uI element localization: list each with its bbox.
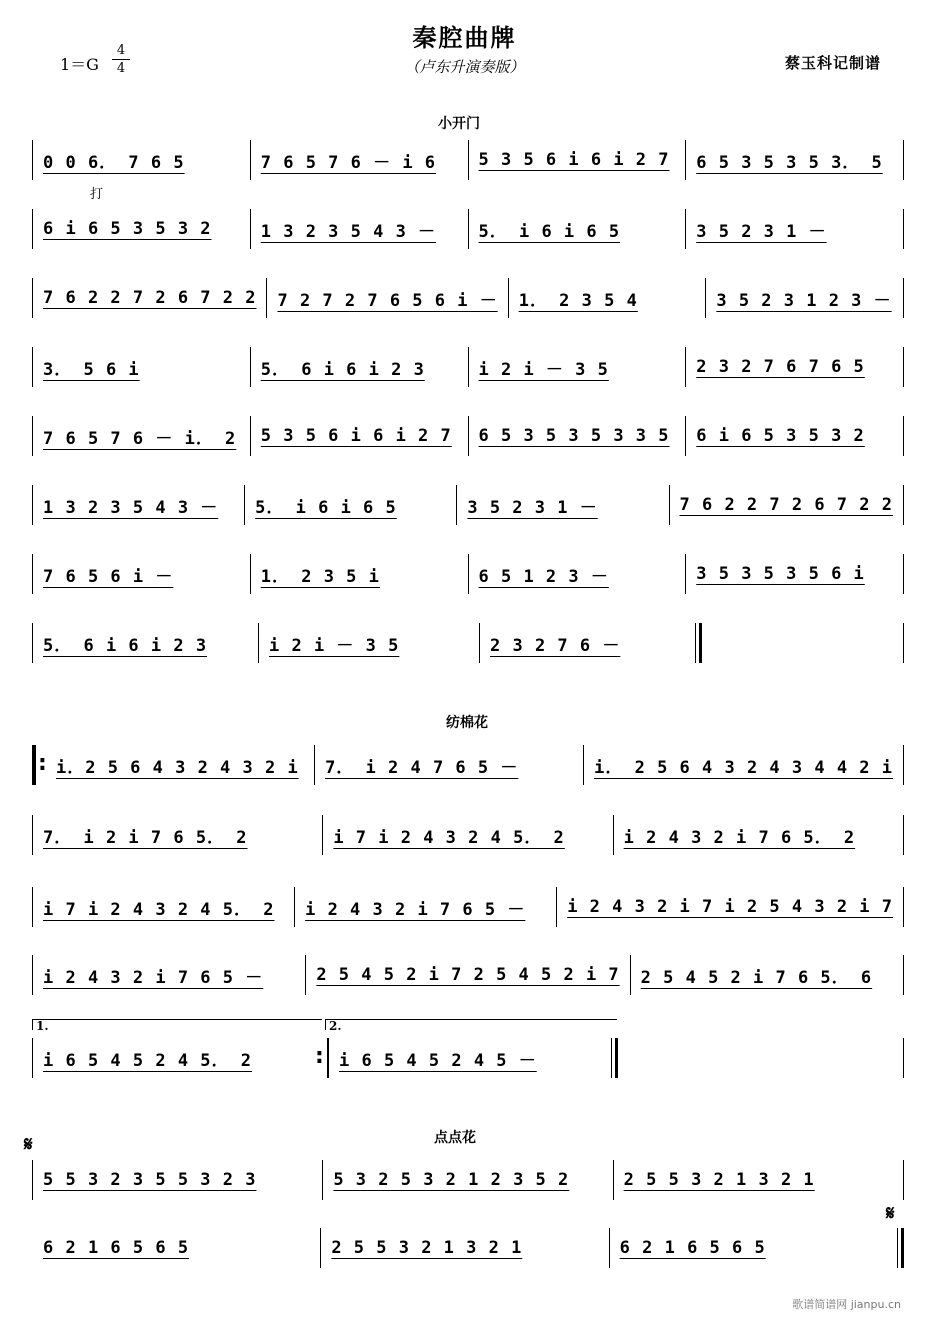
- measure: 2 5 5 3 2 1 3 2 1: [331, 1238, 523, 1258]
- key-signature: 1＝G: [60, 55, 99, 74]
- measure: 6 i 6 5 3 5 3 2: [43, 219, 212, 239]
- measure: i 2 4 3 2 i 7 6 5 －: [43, 967, 264, 988]
- measure: 7 6 5 7 6 － i． 2: [43, 428, 237, 449]
- measure: 7 6 2 2 7 2 6 7 2 2: [43, 288, 257, 308]
- section-title-fangmianhua: 纺棉花: [446, 715, 488, 731]
- measure: 3 5 2 3 1 －: [696, 221, 827, 242]
- final-barline: [695, 623, 702, 663]
- staff-row: [32, 743, 904, 787]
- measure: 2 3 2 7 6 －: [490, 635, 621, 656]
- staff-row: [32, 552, 904, 596]
- measure: 7． i 2 i 7 6 5． 2: [43, 827, 248, 848]
- staff-row: [32, 621, 904, 665]
- transcriber-credit: 蔡玉科记制谱: [784, 54, 881, 72]
- staff-row: [32, 1226, 904, 1270]
- annotation-da: 打: [90, 187, 104, 202]
- measure: i 2 i － 3 5: [269, 635, 400, 656]
- measure: i 6 5 4 5 2 4 5 －: [339, 1050, 537, 1071]
- measure: 7 2 7 2 7 6 5 6 i －: [277, 290, 498, 311]
- staff-row: [32, 276, 904, 320]
- staff-row: [32, 207, 904, 251]
- measure: i 2 4 3 2 i 7 6 5． 2: [623, 827, 856, 848]
- staff-row: [32, 1036, 904, 1080]
- measure: 7． i 2 4 7 6 5 －: [325, 757, 519, 778]
- measure: 1． 2 3 5 i: [260, 566, 380, 587]
- measure: 6 2 1 6 5 6 5: [43, 1238, 190, 1258]
- staff-row: [32, 345, 904, 389]
- measure: 5． i 6 i 6 5: [255, 497, 397, 518]
- measure: 5． 6 i 6 i 2 3: [43, 635, 208, 656]
- measure: 3 5 3 5 3 5 6 i: [696, 564, 865, 584]
- measure: 7 6 5 6 i －: [43, 566, 174, 587]
- measure: 7 6 2 2 7 2 6 7 2 2: [679, 495, 893, 515]
- measure: i 6 5 4 5 2 4 5． 2: [43, 1050, 252, 1071]
- measure: 1 3 2 3 5 4 3 －: [260, 221, 437, 242]
- measure: 5 5 3 2 3 5 5 3 2 3: [43, 1170, 257, 1190]
- measure: i 7 i 2 4 3 2 4 5． 2: [43, 899, 275, 920]
- page-title: 秦腔曲牌: [412, 23, 517, 52]
- measure: 6 i 6 5 3 5 3 2: [696, 426, 865, 446]
- segno-sign: 𝄋: [886, 1201, 895, 1225]
- measure: 2 5 4 5 2 i 7 2 5 4 5 2 i 7: [316, 965, 620, 985]
- measure: 5 3 5 6 i 6 i 2 7: [478, 150, 670, 170]
- staff-row: [32, 414, 904, 458]
- measure: 2 5 4 5 2 i 7 6 5． 6: [640, 967, 873, 988]
- staff-row: [32, 483, 904, 527]
- measure: 5 3 2 5 3 2 1 2 3 5 2: [333, 1170, 570, 1190]
- measure: i．2 5 6 4 3 2 4 3 2 i: [56, 757, 299, 778]
- measure: i． 2 5 6 4 3 2 4 3 4 4 2 i: [594, 757, 893, 778]
- staff-row: [32, 138, 904, 182]
- repeat-start-barline: [32, 745, 46, 785]
- measure: 2 3 2 7 6 7 6 5: [696, 357, 865, 377]
- measure: 3 5 2 3 1 －: [467, 497, 598, 518]
- measure: 3． 5 6 i: [43, 359, 140, 380]
- section-title-diandianhua: 点点花: [434, 1130, 476, 1146]
- staff-row: [32, 813, 904, 857]
- measure: 1 3 2 3 5 4 3 －: [43, 497, 219, 518]
- repeat-end-barline: [315, 1038, 329, 1078]
- time-signature-bottom: 4: [116, 61, 126, 76]
- measure: i 2 i － 3 5: [478, 359, 609, 380]
- measure: i 7 i 2 4 3 2 4 5． 2: [333, 827, 565, 848]
- page-subtitle: （卢东升演奏版）: [404, 58, 525, 76]
- measure: 6 5 3 5 3 5 3． 5: [696, 152, 883, 173]
- measure: 7 6 5 7 6 － i 6: [260, 152, 437, 173]
- watermark: 歌谱简谱网 jianpu.cn: [792, 1298, 901, 1311]
- measure: i 2 4 3 2 i 7 6 5 －: [305, 899, 526, 920]
- final-barline: [611, 1038, 618, 1078]
- measure: 0 0 6． 7 6 5: [43, 152, 185, 173]
- measure: 5． i 6 i 6 5: [478, 221, 621, 242]
- staff-row: [32, 885, 904, 929]
- measure: 6 2 1 6 5 6 5: [619, 1238, 766, 1258]
- measure: 1． 2 3 5 4: [518, 290, 638, 311]
- second-ending-bracket: 2.: [325, 1019, 617, 1030]
- measure: 6 5 1 2 3 －: [478, 566, 609, 587]
- staff-row: [32, 1158, 904, 1202]
- section-title-xiaokaimen: 小开门: [438, 116, 480, 132]
- measure: 5 3 5 6 i 6 i 2 7: [260, 426, 452, 446]
- time-signature-top: 4: [112, 42, 130, 60]
- measure: 5． 6 i 6 i 2 3: [260, 359, 425, 380]
- time-signature: [112, 42, 130, 77]
- segno-sign: 𝄋: [24, 1132, 33, 1156]
- measure: 6 5 3 5 3 5 3 3 5: [478, 426, 670, 446]
- measure: 2 5 5 3 2 1 3 2 1: [623, 1170, 815, 1190]
- first-ending-bracket: 1.: [32, 1019, 322, 1030]
- measure: 3 5 2 3 1 2 3 －: [716, 290, 892, 311]
- staff-row: [32, 953, 904, 997]
- final-barline: [897, 1228, 904, 1268]
- measure: i 2 4 3 2 i 7 i 2 5 4 3 2 i 7: [567, 897, 893, 917]
